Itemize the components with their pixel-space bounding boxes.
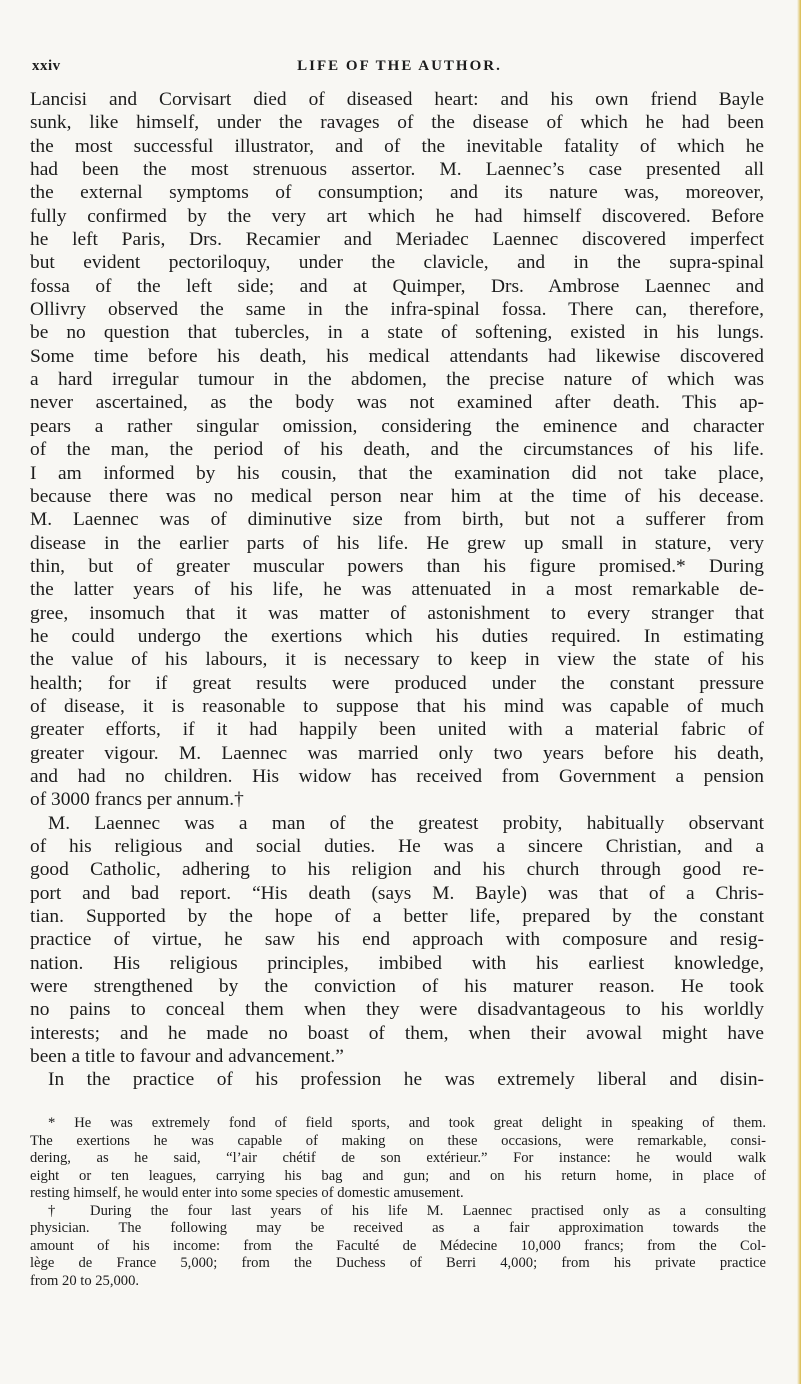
body-line: the value of his labours, it is necessary to keep in view the state of his bbox=[30, 649, 764, 671]
body-line: been a title to favour and advancement.” bbox=[30, 1046, 344, 1068]
body-line: the most successful illustrator, and of the inevitable fatality of which he bbox=[30, 135, 764, 157]
body-line: sunk, like himself, under the ravages of the disease of which he had been bbox=[30, 112, 764, 134]
body-line: greater vigour. M. Laennec was married only two years before his death, bbox=[30, 742, 764, 764]
body-line: never ascertained, as the body was not examined after death. This ap- bbox=[30, 392, 764, 414]
body-line: of 3000 francs per annum.† bbox=[30, 789, 244, 811]
body-line: and had no children. His widow has received from Government a pension bbox=[30, 765, 764, 787]
body-line: fossa of the left side; and at Quimper, Drs. Ambrose Laennec and bbox=[30, 275, 764, 297]
footnote-line: lège de France 5,000; from the Duchess of Berri 4,000; from his private practice bbox=[30, 1255, 766, 1271]
body-line: fully confirmed by the very art which he had himself discovered. Before bbox=[30, 205, 764, 227]
body-line: had been the most strenuous assertor. M. Laennec’s case presented all bbox=[30, 159, 764, 181]
body-line: gree, insomuch that it was matter of astonishment to every stranger that bbox=[30, 602, 764, 624]
body-line: health; for if great results were produced under the constant pressure bbox=[30, 672, 764, 694]
body-line: port and bad report. “His death (says M. Bayle) was that of a Chris- bbox=[30, 882, 764, 904]
body-line: be no question that tubercles, in a state of softening, existed in his lungs. bbox=[30, 322, 764, 344]
body-line: he left Paris, Drs. Recamier and Meriadec Laennec discovered imperfect bbox=[30, 229, 764, 251]
page-number: xxiv bbox=[32, 58, 61, 74]
page-edge bbox=[797, 0, 801, 1384]
body-line: Ollivry observed the same in the infra-spinal fossa. There can, therefore, bbox=[30, 299, 764, 321]
footnote-line: physician. The following may be received as a fair approximation towards the bbox=[30, 1220, 766, 1236]
body-line: practice of virtue, he saw his end approach with composure and resig- bbox=[30, 929, 764, 951]
footnote-line: dering, as he said, “l’air chétif de son extérieur.” For instance: he would walk bbox=[30, 1150, 766, 1166]
footnote-line: from 20 to 25,000. bbox=[30, 1272, 140, 1289]
body-line: disease in the earlier parts of his life. He grew up small in stature, very bbox=[30, 532, 764, 554]
body-line: In the practice of his profession he was extremely liberal and disin- bbox=[48, 1069, 764, 1091]
footnote-line: resting himself, he would enter into some species of domestic amusement. bbox=[30, 1185, 464, 1201]
body-line: of the man, the period of his death, and the circumstances of his life. bbox=[30, 439, 764, 461]
footnote-line: † During the four last years of his life M. Laennec practised only as a consulting bbox=[48, 1202, 766, 1219]
body-line: no pains to conceal them when they were disadvantageous to his worldly bbox=[30, 999, 764, 1021]
body-line: pears a rather singular omission, considering the eminence and character bbox=[30, 415, 764, 437]
body-line: because there was no medical person near him at the time of his decease. bbox=[30, 485, 764, 507]
body-line: M. Laennec was of diminutive size from birth, but not a sufferer from bbox=[30, 509, 764, 531]
body-line: but evident pectoriloquy, under the clavicle, and in the supra-spinal bbox=[30, 252, 764, 274]
footnote-line: * He was extremely fond of field sports, and took great delight in speaking of them. bbox=[48, 1115, 766, 1131]
body-line: of disease, it is reasonable to suppose that his mind was capable of much bbox=[30, 695, 764, 717]
footnote-line: amount of his income: from the Faculté de Médecine 10,000 francs; from the Col- bbox=[30, 1237, 766, 1254]
body-line: greater efforts, if it had happily been united with a material fabric of bbox=[30, 719, 764, 741]
body-line: were strengthened by the conviction of his maturer reason. He took bbox=[30, 976, 764, 998]
body-line: nation. His religious principles, imbibed with his earliest knowledge, bbox=[30, 952, 764, 974]
body-line: good Catholic, adhering to his religion and his church through good re- bbox=[30, 859, 764, 881]
body-line: M. Laennec was a man of the greatest probity, habitually observant bbox=[48, 812, 764, 834]
body-line: Some time before his death, his medical attendants had likewise discovered bbox=[30, 345, 764, 367]
body-line: the latter years of his life, he was attenuated in a most remarkable de- bbox=[30, 579, 764, 601]
body-line: of his religious and social duties. He was a sincere Christian, and a bbox=[30, 836, 764, 857]
footnotes bbox=[30, 1115, 766, 1290]
body-line: a hard irregular tumour in the abdomen, the precise nature of which was bbox=[30, 369, 764, 391]
body-text bbox=[30, 88, 764, 1092]
body-line: I am informed by his cousin, that the examination did not take place, bbox=[30, 462, 764, 484]
footnote-line: eight or ten leagues, carrying his bag and gun; and on his return home, in place of bbox=[30, 1167, 766, 1184]
body-line: Lancisi and Corvisart died of diseased heart: and his own friend Bayle bbox=[30, 89, 764, 110]
running-head bbox=[32, 58, 767, 84]
running-title: LIFE OF THE AUTHOR. bbox=[297, 58, 502, 74]
footnote-line: The exertions he was capable of making on these occasions, were remarkable, consi- bbox=[30, 1132, 766, 1149]
body-line: he could undergo the exertions which his duties required. In estimating bbox=[30, 625, 764, 647]
body-line: interests; and he made no boast of them, when their avowal might have bbox=[30, 1022, 764, 1044]
body-line: thin, but of greater muscular powers than his figure promised.* During bbox=[30, 555, 764, 577]
body-line: tian. Supported by the hope of a better life, prepared by the constant bbox=[30, 906, 764, 928]
body-line: the external symptoms of consumption; and its nature was, moreover, bbox=[30, 182, 764, 204]
